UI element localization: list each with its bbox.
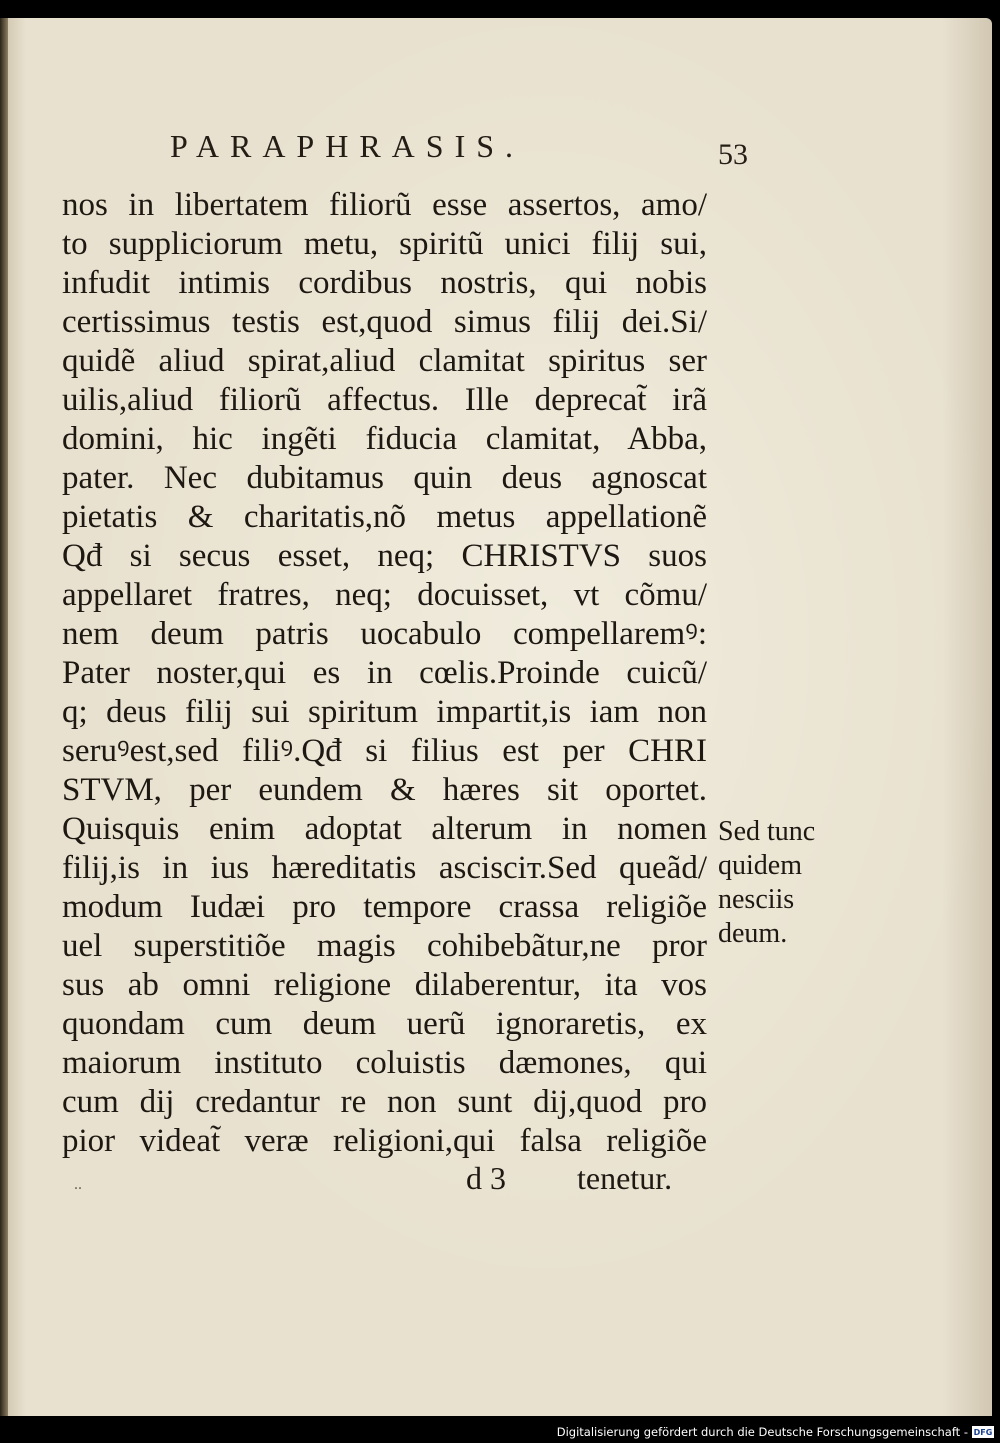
text-line: uel superstitiõe magis cohibebãtur,ne pror [62,928,707,964]
margin-note-line: Sed tunc [718,816,816,847]
page-gutter [0,18,8,1416]
text-line: maiorum instituto coluistis dæmones, qui [62,1045,707,1081]
text-line: to suppliciorum metu, spiritũ unici filij sui, [62,226,707,262]
text-line: cum dij credantur re non sunt dij,quod pro [62,1084,707,1120]
text-line: nos in libertatem filiorũ esse assertos, amo/ [62,187,707,223]
text-line: Pater noster,qui es in cœlis.Proinde cuicũ/ [62,655,707,691]
text-line: domini, hic ingẽti fiducia clamitat, Abba, [62,421,707,457]
catchword: tenetur. [577,1160,673,1196]
folio-number: 53 [718,138,748,171]
funding-notice: Digitalisierung gefördert durch die Deutsche Forschungsgemeinschaft - [556,1425,968,1439]
text-line: modum Iudæi pro tempore crassa religiõe [62,889,707,925]
page-mark: .. [74,1176,82,1193]
text-line: quidẽ aliud spirat,aliud clamitat spiritus ser [62,343,707,379]
text-line: Quisquis enim adoptat alterum in nomen [62,811,707,847]
text-line: nem deum patris uocabulo compellaremꝰ: [62,616,707,652]
text-line: seruꝰest,sed filiꝰ.Qđ si filius est per CHRI [62,733,707,769]
text-line: STVM, per eundem & hæres sit oportet. [62,772,707,808]
dfg-logo-icon: DFG [973,1427,993,1437]
text-line: sus ab omni religione dilaberentur, ita vos [62,967,707,1003]
text-line: infudit intimis cordibus nostris, qui nobis [62,265,707,301]
text-line: pietatis & charitatis,nõ metus appellationẽ [62,499,707,535]
footer-bar [551,1421,1000,1443]
margin-note-line: quidem [718,850,802,881]
text-line: q; deus filij sui spiritum impartit,is iam non [62,694,707,730]
text-line: uilis,aliud filiorũ affectus. Ille deprecat̃ irã [62,382,707,418]
running-header: PARAPHRASIS. [170,128,525,164]
text-line: filij,is in ius hæreditatis ascisciт.Sed queãd/ [62,850,707,886]
margin-note-line: nesciis [718,884,795,915]
text-line: Qđ si secus esset, neq; CHRISTVS suos [62,538,707,574]
text-line: pater. Nec dubitamus quin deus agnoscat [62,460,707,496]
text-line: pior videat̃ veræ religioni,qui falsa religiõe [62,1123,707,1159]
signature-mark: d 3 [466,1160,506,1196]
text-line: appellaret fratres, neq; docuisset, vt cõmu/ [62,577,707,613]
text-line: quondam cum deum uerũ ignoraretis, ex [62,1006,707,1042]
text-line: certissimus testis est,quod simus filij dei.Si/ [62,304,707,340]
margin-note-line: deum. [718,918,788,949]
